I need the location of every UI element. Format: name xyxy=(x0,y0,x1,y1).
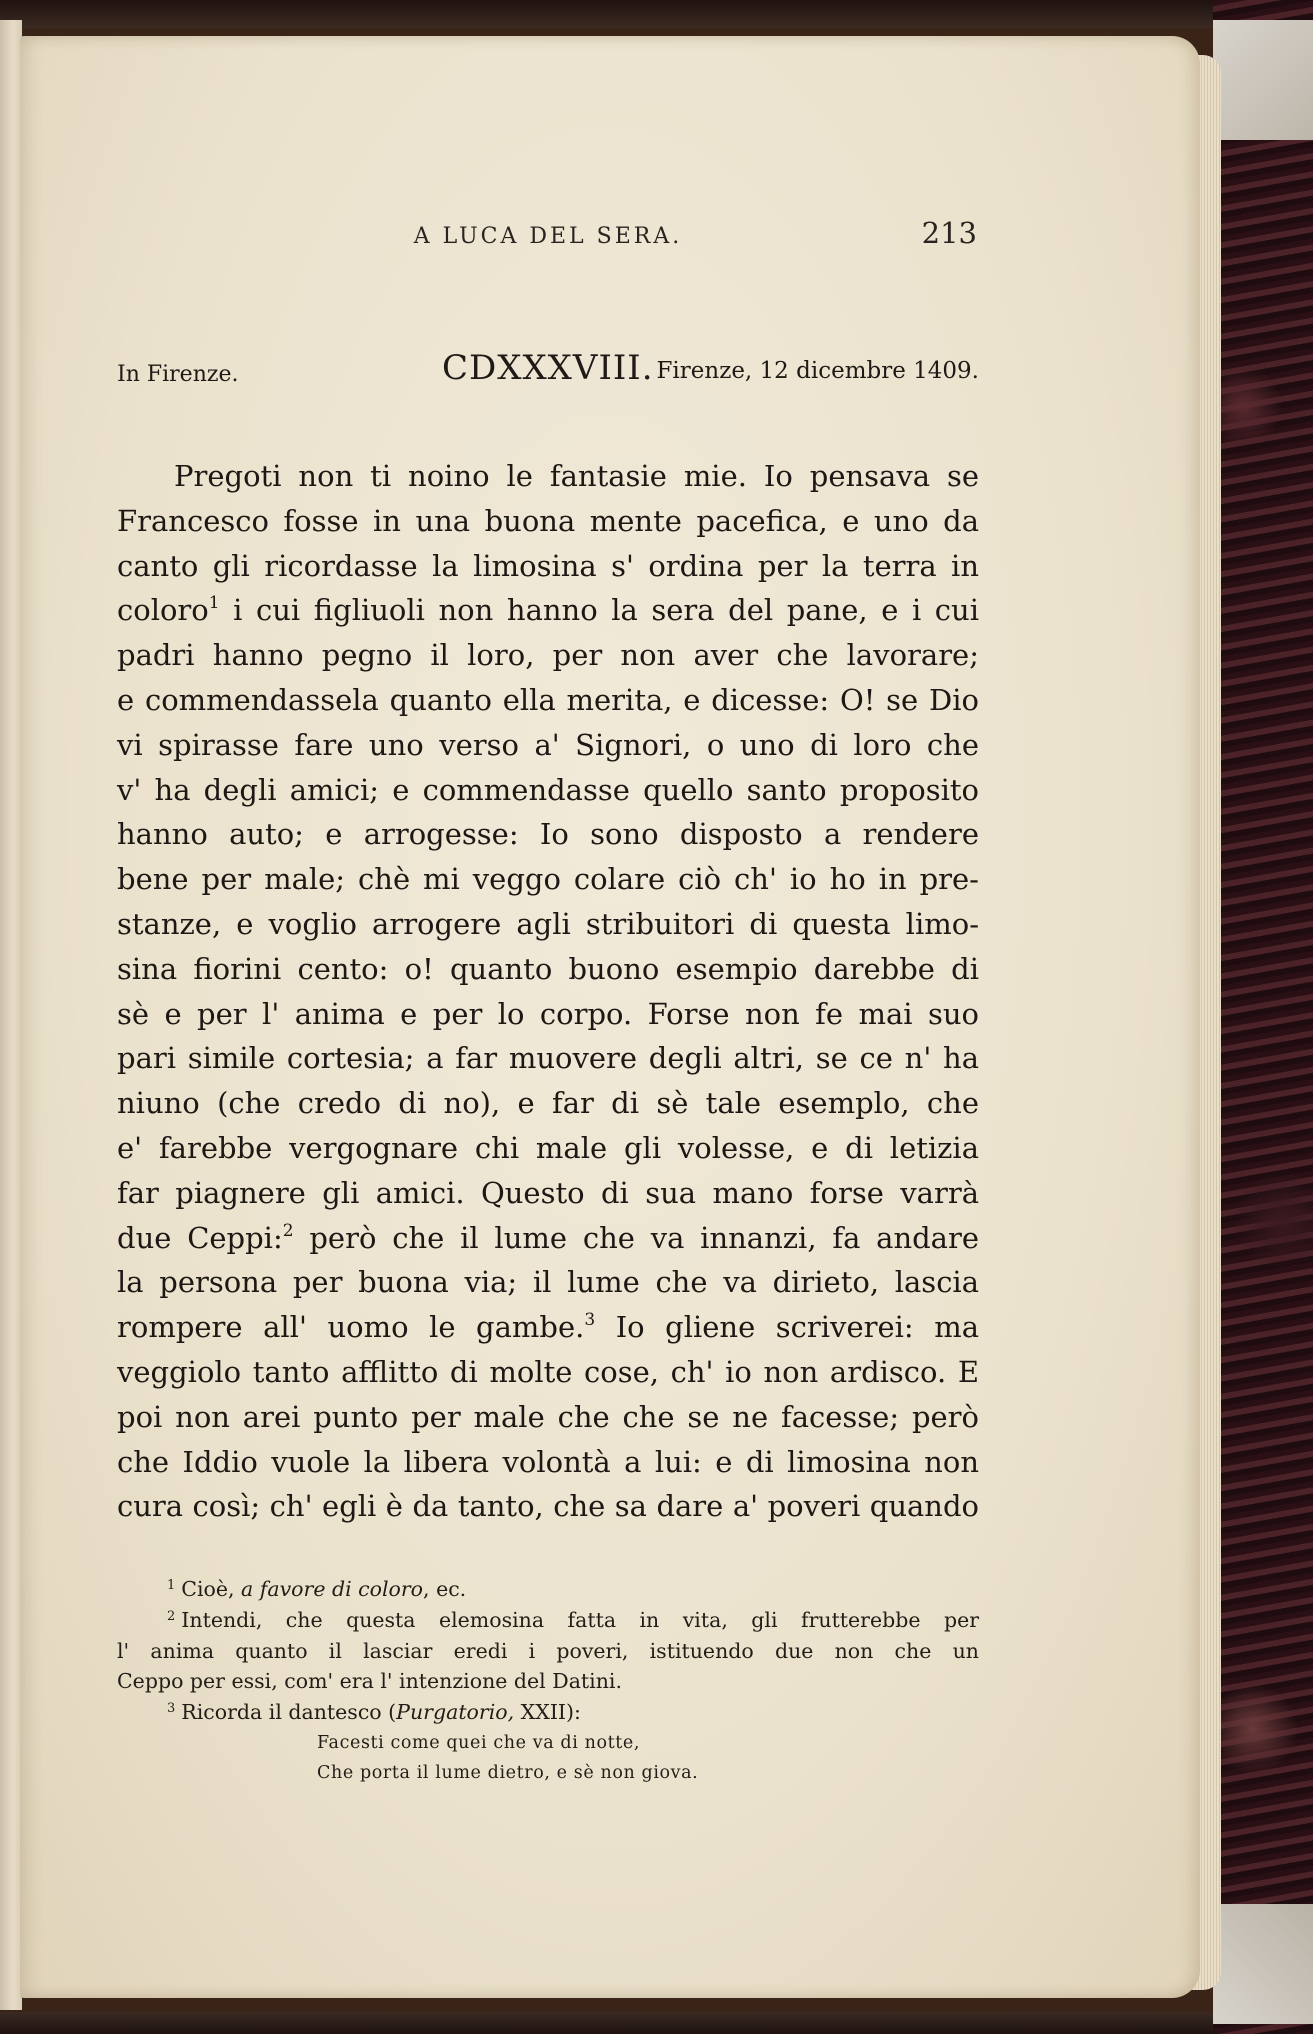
note-ref-1: 1 xyxy=(208,593,220,614)
book-page xyxy=(20,36,1200,1998)
cover-corner-top xyxy=(1213,20,1313,140)
body-line: veggiolo tanto afflitto di molte cose, ch' io non ardisco. E xyxy=(117,1354,979,1389)
body-line: canto gli ricordasse la limosina s' ordina per la terra in xyxy=(117,548,979,583)
body-line-part: rompere all' uomo le gambe. xyxy=(117,1310,585,1345)
body-line-part: due Ceppi: xyxy=(117,1220,283,1255)
letter-heading xyxy=(117,346,979,396)
body-line: vi spirasse fare uno verso a' Signori, o uno di loro che xyxy=(117,727,979,762)
running-head xyxy=(117,206,979,250)
letter-body xyxy=(117,454,979,1529)
footnote-mark: 2 xyxy=(167,1608,176,1624)
body-line: sina fiorini cento: o! quanto buono esempio darebbe di xyxy=(117,951,979,986)
letter-number: CDXXXVIII. xyxy=(442,348,654,388)
body-line: padri hanno pegno il loro, per non aver che lavorare; xyxy=(117,638,979,673)
running-title: A LUCA DEL SERA. xyxy=(413,224,683,249)
body-line: che Iddio vuole la libera volontà a lui: e di limosina non xyxy=(117,1444,979,1479)
body-line: bene per male; chè mi veggo colare ciò ch' io ho in pre- xyxy=(117,862,979,897)
body-line: niuno (che credo di no), e far di sè tale esemplo, che xyxy=(117,1086,979,1121)
body-line: e commendassela quanto ella merita, e dicesse: O! se Dio xyxy=(117,682,979,717)
footnote-quote-line: Facesti come quei che va di notte, xyxy=(317,1732,640,1753)
body-line: Pregoti non ti noino le fantasie mie. Io pensava se xyxy=(174,459,979,493)
body-line: la persona per buona via; il lume che va dirieto, lascia xyxy=(117,1265,979,1300)
body-line-part: però che il lume che va innanzi, fa andare xyxy=(293,1220,979,1255)
footnote-2-cont: l' anima quanto il lasciar eredi i poveri, istituendo due non che un xyxy=(117,1638,979,1663)
note-ref-3: 3 xyxy=(584,1310,596,1331)
book-bottom-edge xyxy=(0,2012,1313,2034)
cover-corner-bottom xyxy=(1213,1904,1313,2024)
footnote-2: $^2$ Intendi, che questa elemosina fatta in vita, gli frutterebbe per xyxy=(167,1607,979,1632)
body-line: hanno auto; e arrogesse: Io sono disposto a rendere xyxy=(117,817,979,852)
body-line-part: coloro xyxy=(117,593,209,628)
body-line-part: i cui figliuoli non hanno la sera del pane, e i cui xyxy=(219,593,979,628)
footnote-3: $^3$ Ricorda il dantesco (Purgatorio, XXII): xyxy=(167,1700,581,1725)
body-line: poi non arei punto per male che che se ne facesse; però xyxy=(117,1399,979,1434)
footnote-2-cont: Ceppo per essi, com' era l' intenzione del Datini. xyxy=(117,1669,622,1694)
body-line xyxy=(117,1305,979,1350)
letter-place-date: Firenze, 12 dicembre 1409. xyxy=(656,358,979,384)
body-line xyxy=(117,1216,979,1261)
body-line: sè e per l' anima e per lo corpo. Forse non fe mai suo xyxy=(117,996,979,1031)
page-number: 213 xyxy=(921,216,977,250)
footnote-mark: 1 xyxy=(167,1578,176,1593)
marbled-cover xyxy=(1213,0,1313,2034)
book-top-edge xyxy=(0,0,1313,28)
body-line: v' ha degli amici; e commendasse quello santo proposito xyxy=(117,772,979,807)
body-line: stanze, e voglio arrogere agli stribuitori di questa limo- xyxy=(117,906,979,941)
body-line: e' farebbe vergognare chi male gli volesse, e di letizia xyxy=(117,1130,979,1165)
body-line-part: Io gliene scriverei: ma xyxy=(595,1310,979,1345)
body-line: pari simile cortesia; a far muovere degli altri, se ce n' ha xyxy=(117,1041,979,1076)
footnote-mark: 3 xyxy=(167,1701,176,1717)
footnote-1: $^1$ Cioè, a favore di coloro, ec. xyxy=(167,1577,467,1601)
body-line: cura così; ch' egli è da tanto, che sa dare a' poveri quando xyxy=(117,1489,979,1524)
letter-address: In Firenze. xyxy=(117,362,239,387)
body-line: Francesco fosse in una buona mente pacefica, e uno da xyxy=(117,503,979,538)
note-ref-2: 2 xyxy=(282,1220,294,1241)
footnotes xyxy=(117,1574,979,1788)
body-line: far piagnere gli amici. Questo di sua mano forse varrà xyxy=(117,1175,979,1210)
body-line xyxy=(117,588,979,633)
facing-page-edge xyxy=(0,20,22,2010)
footnote-quote-line: Che porta il lume dietro, e sè non giova. xyxy=(317,1762,699,1783)
